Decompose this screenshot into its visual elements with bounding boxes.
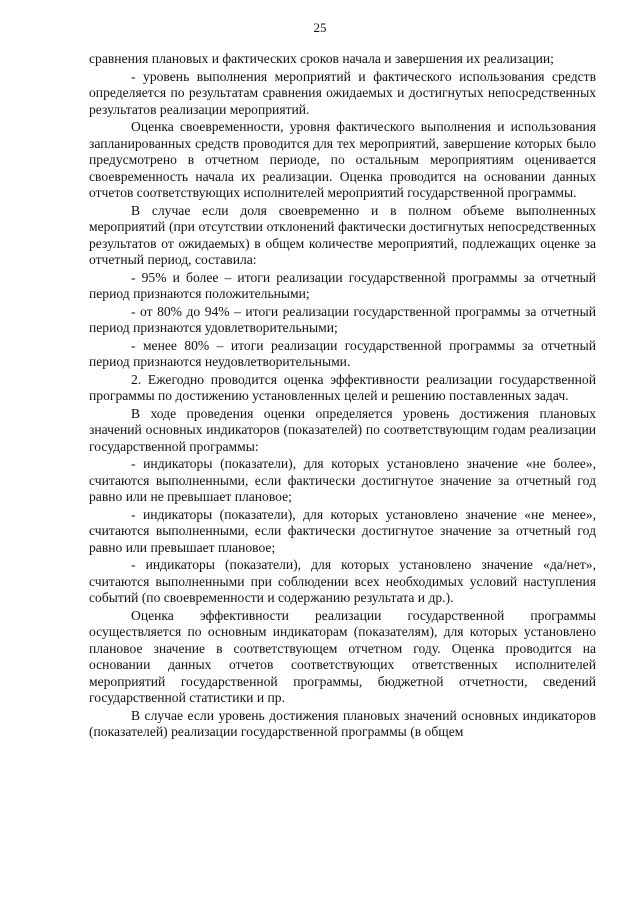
document-body [89,51,596,742]
list-item-not-less: - индикаторы (показатели), для которых установлено значение «не менее», считаются выполненными, если фактически достигнутое значение за отчетный год равно или превышает плановое; [89,506,596,555]
list-item-measure-execution: - уровень выполнения мероприятий и фактического использования средств определяется по результатам сравнения ожидаемых и достигнутых непосредственных результатов реализации мероприятий. [89,68,596,117]
list-item-under-80-percent: - менее 80% – итоги реализации государственной программы за отчетный период признаются неудовлетворительными. [89,337,596,369]
paragraph-indicator-levels: В ходе проведения оценки определяется уровень достижения плановых значений основных индикаторов (показателей) по соответствующим годам реализации государственной программы: [89,405,596,454]
paragraph-share-condition: В случае если доля своевременно и в полном объеме выполненных мероприятий (при отсутствии отклонений фактически достигнутых непосредственных результатов от ожидаемых) в общем количестве мероприятий, подлежащих оценке за отчетный период, составила: [89,202,596,267]
paragraph-continuation: сравнения плановых и фактических сроков начала и завершения их реализации; [89,51,554,66]
list-item-not-more: - индикаторы (показатели), для которых установлено значение «не более», считаются выполненными, если фактически достигнутое значение за отчетный год равно или не превышает плановое; [89,456,596,504]
list-item-95-percent: - 95% и более – итоги реализации государственной программы за отчетный период признаются положительными; [89,269,596,301]
list-item-yes-no: - индикаторы (показатели), для которых установлено значение «да/нет», считаются выполненными при соблюдении всех необходимых условий наступления событий (по своевременности и содержанию результата и др.). [89,557,596,605]
list-item-80-94-percent: - от 80% до 94% – итоги реализации государственной программы за отчетный период признаются удовлетворительными; [89,303,596,335]
page-number: 25 [313,20,327,35]
paragraph-efficiency-assessment: Оценка эффективности реализации государственной программы осуществляется по основным индикаторам (показателям), для которых установлено плановое значение в соответствующем отчетном году. Оценка проводится на основании данных отчетов соответствующих ответственных исполнителей мероприятий государственной программы, бюджетной отчетности, сведений государственной статистики и пр. [89,607,596,705]
paragraph-annual-evaluation: 2. Ежегодно проводится оценка эффективности реализации государственной программы по достижению установленных целей и решению поставленных задач. [89,371,596,403]
paragraph-timeliness-assessment: Оценка своевременности, уровня фактического выполнения и использования запланированных средств проводится для тех мероприятий, завершение которых было предусмотрено в отчетном периоде, по остальным мероприятиям оценивается своевременность начала их реализации. Оценка проводится на основании данных отчетов соответствующих исполнителей мероприятий государственной программы. [89,119,596,200]
paragraph-achievement-level: В случае если уровень достижения плановых значений основных индикаторов (показателей) реализации государственной программы (в общем [89,707,596,739]
